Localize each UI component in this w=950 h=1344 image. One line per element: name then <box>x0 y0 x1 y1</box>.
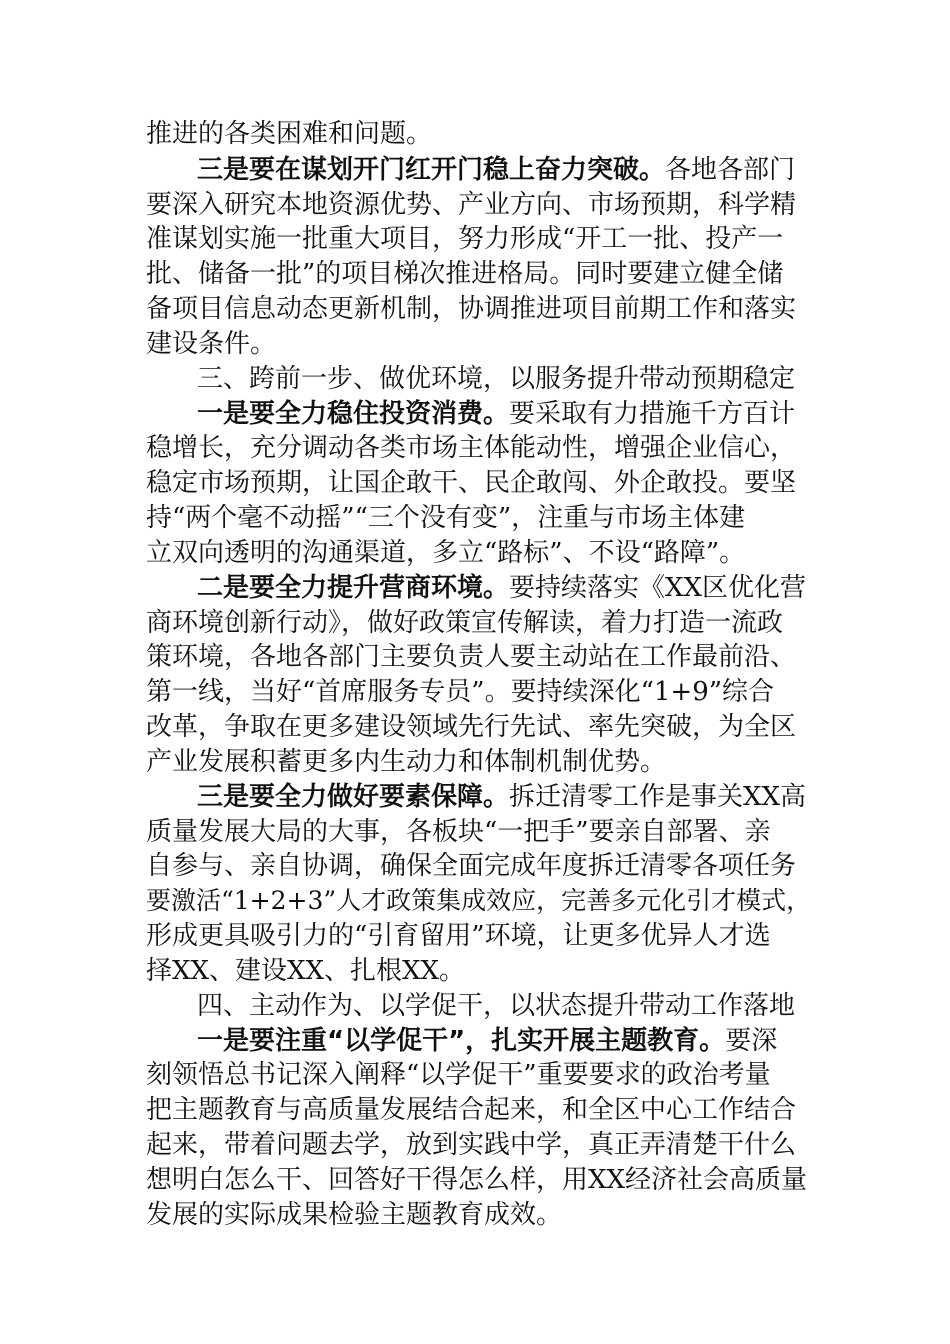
paragraph-first-line: 二是要全力提升营商环境。要持续落实《XX区优化营 <box>197 573 807 603</box>
text-line: 建设条件。 <box>146 329 277 359</box>
section-heading: 三、跨前一步、做优环境，以服务提升带动预期稳定 <box>197 364 796 394</box>
text-line: 持“两个毫不动摇”“三个没有变”，注重与市场主体建 <box>146 503 746 533</box>
text-line: 备项目信息动态更新机制，协调推进项目前期工作和落实 <box>146 294 797 324</box>
paragraph-first-line: 三是要在谋划开门红开门稳上奋力突破。各地各部门 <box>197 155 796 185</box>
text-line: 起来，带着问题去学，放到实践中学，真正弄清楚干什么 <box>146 1130 797 1160</box>
paragraph-heading: 一是要全力稳住投资消费。 <box>197 399 510 429</box>
text-line: 要激活“1+2+3”人才政策集成效应，完善多元化引才模式， <box>146 886 812 915</box>
text-line: 自参与、亲自协调，确保全面完成年度拆迁清零各项任务 <box>146 851 797 881</box>
paragraph-heading: 三是要在谋划开门红开门稳上奋力突破。 <box>197 155 666 185</box>
paragraph-heading: 一是要注重“以学促干”，扎实开展主题教育。 <box>197 1026 726 1056</box>
text-line: 刻领悟总书记深入阐释“以学促干”重要要求的政治考量 <box>146 1060 771 1090</box>
paragraph-first-line: 一是要全力稳住投资消费。要采取有力措施千方百计 <box>197 399 796 429</box>
text-line: 稳定市场预期，让国企敢干、民企敢闯、外企敢投。要坚 <box>146 468 797 498</box>
text-line: 形成更具吸引力的“引育留用”环境，让更多优异人才选 <box>146 921 771 951</box>
paragraph-first-line: 三是要全力做好要素保障。拆迁清零工作是事关XX高 <box>197 782 807 812</box>
text-line: 想明白怎么干、回答好干得怎么样，用XX经济社会高质量 <box>146 1165 808 1195</box>
text-line: 改革，争取在更多建设领域先行先试、率先突破，为全区 <box>146 712 797 742</box>
text-line: 准谋划实施一批重大项目，努力形成“开工一批、投产一 <box>146 224 784 254</box>
text-line: 商环境创新行动》，做好政策宣传解读，着力打造一流政 <box>146 608 784 638</box>
text-line: 策环境，各地各部门主要负责人要主动站在工作最前沿、 <box>146 642 797 672</box>
text-line: 第一线，当好“首席服务专员”。要持续深化“1+9”综合 <box>146 677 775 707</box>
paragraph-first-line: 一是要注重“以学促干”，扎实开展主题教育。要深 <box>197 1026 778 1056</box>
text-line: 要深入研究本地资源优势、产业方向、市场预期，科学精 <box>146 190 797 220</box>
text-line: 批、储备一批”的项目梯次推进格局。同时要建立健全储 <box>146 259 784 289</box>
text-line: 发展的实际成果检验主题教育成效。 <box>146 1200 563 1230</box>
text-line: 择XX、建设XX、扎根XX。 <box>146 956 466 986</box>
text-line: 推进的各类困难和问题。 <box>146 119 433 149</box>
text-line: 稳增长，充分调动各类市场主体能动性，增强企业信心， <box>146 433 797 463</box>
text-line: 立双向透明的沟通渠道，多立“路标”、不设“路障”。 <box>146 538 746 568</box>
paragraph-heading: 二是要全力提升营商环境。 <box>197 573 510 603</box>
paragraph-heading: 三是要全力做好要素保障。 <box>197 782 510 812</box>
section-heading: 四、主动作为、以学促干，以状态提升带动工作落地 <box>197 991 796 1021</box>
text-line: 产业发展积蓄更多内生动力和体制机制优势。 <box>146 747 667 777</box>
text-line: 质量发展大局的大事，各板块“一把手”要亲自部署、亲 <box>146 817 771 847</box>
text-line: 把主题教育与高质量发展结合起来，和全区中心工作结合 <box>146 1095 797 1125</box>
